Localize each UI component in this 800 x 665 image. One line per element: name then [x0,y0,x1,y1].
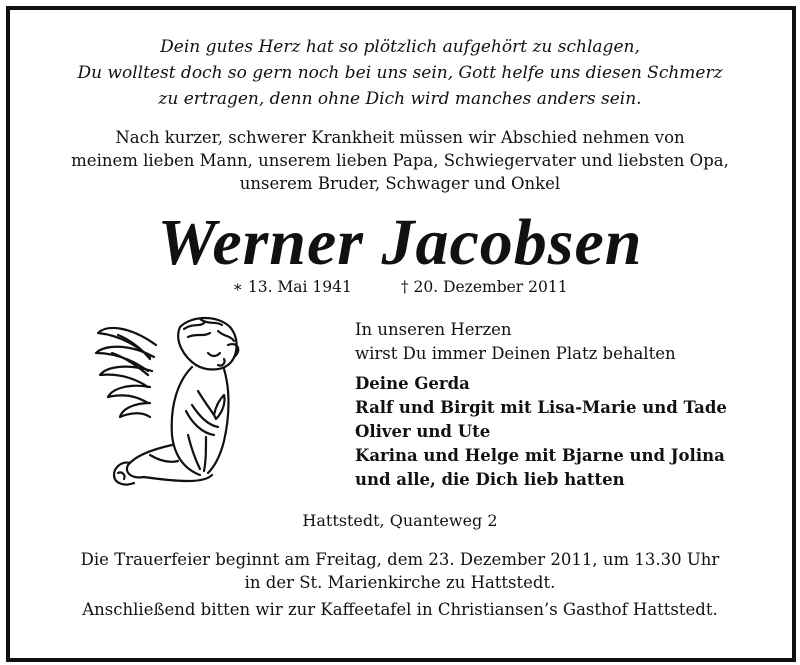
mourners-block [355,318,775,492]
poem [0,34,800,112]
angel-icon [88,305,248,505]
poem-line: Du wolltest doch so gern noch bei uns sein, Gott helfe uns diesen Schmerz [77,63,723,83]
mourner-name: Karina und Helge mit Bjarne und Jolina [355,446,725,465]
mourner-name: Deine Gerda [355,374,470,393]
address: Hattstedt, Quanteweg 2 [302,511,498,530]
service-info [0,548,800,594]
service-line: Die Trauerfeier beginnt am Freitag, dem 23. Dezember 2011, um 13.30 Uhr [80,550,720,569]
poem-line: Dein gutes Herz hat so plötzlich aufgehört zu schlagen, [160,37,640,57]
deceased-name: Werner Jacobsen [157,206,643,279]
motto-line: wirst Du immer Deinen Platz behalten [355,344,676,363]
reception-info: Anschließend bitten wir zur Kaffeetafel in Christiansen’s Gasthof Hattstedt. [82,600,718,619]
intro-line: Nach kurzer, schwerer Krankheit müssen wir Abschied nehmen von [115,128,685,147]
service-line: in der St. Marienkirche zu Hattstedt. [244,573,556,592]
mourner-name: Oliver und Ute [355,422,491,441]
motto-line: In unseren Herzen [355,320,512,339]
mourner-name: und alle, die Dich lieb hatten [355,470,625,489]
life-dates [0,276,800,298]
death-date: † 20. Dezember 2011 [400,278,568,296]
mourner-name: Ralf und Birgit mit Lisa-Marie und Tade [355,398,727,417]
poem-line: zu ertragen, denn ohne Dich wird manches anders sein. [158,89,642,109]
birth-date: ∗ 13. Mai 1941 [232,278,352,296]
intro-text [0,126,800,195]
intro-line: meinem lieben Mann, unserem lieben Papa, Schwiegervater und liebsten Opa, [71,151,729,170]
intro-line: unserem Bruder, Schwager und Onkel [239,174,561,193]
